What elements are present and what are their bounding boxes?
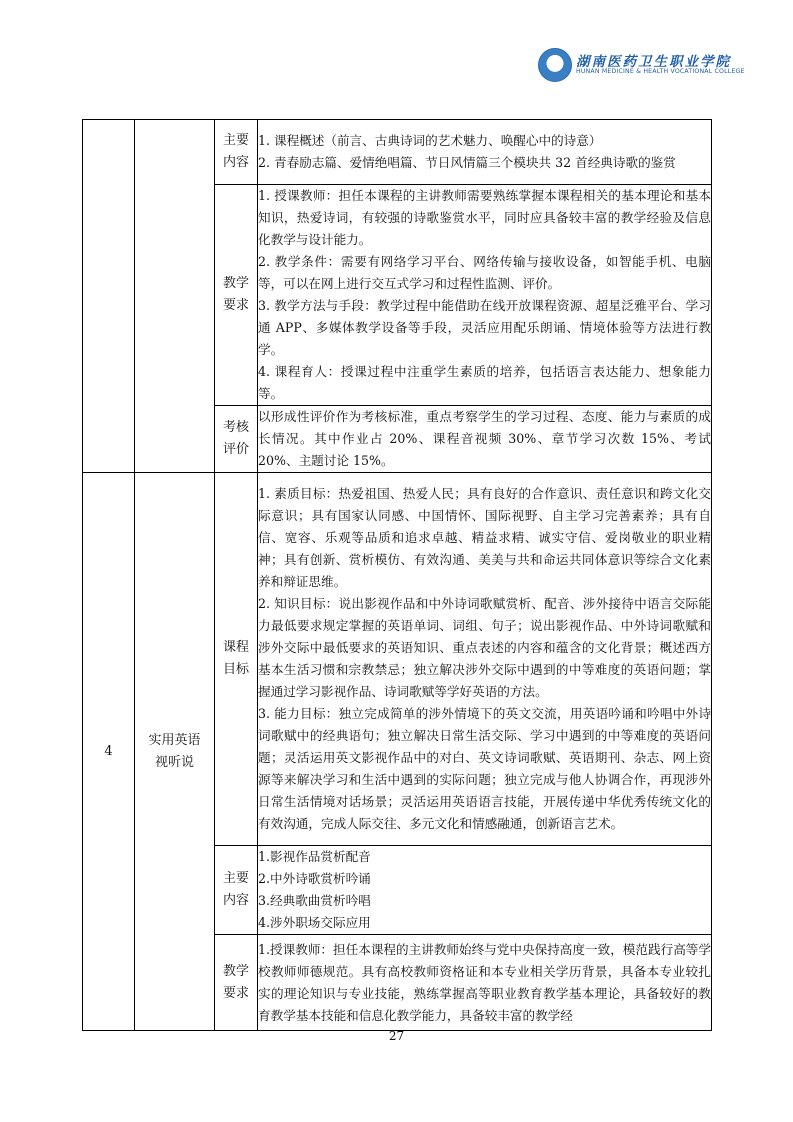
course3-main-content: [258, 120, 712, 185]
assessment-text: 以形成性评价作为考核标准，重点考察学生的学习过程、态度、能力与素质的成长情况。其中作业占 20%、课程音视频 30%、章节学习次数 15%、考试 20%、主题讨论 15%。: [258, 409, 711, 468]
row-label-objectives: 课程 目标: [215, 473, 258, 846]
list-item: 2. 教学条件：需要有网络学习平台、网络传输与接收设备，如智能手机、电脑等，可以在网上进行交互式学习和过程性监测、评价。: [258, 254, 711, 291]
row-label-teaching-requirements: 教学 要求: [215, 935, 258, 1031]
list-item: 3. 教学方法与手段：教学过程中能借助在线开放课程资源、超星泛雅平台、学习通 APP、多媒体教学设备等手段，灵活应用配乐朗诵、情境体验等方法进行教学。: [258, 298, 711, 357]
table-row: [83, 473, 712, 846]
row-label-main-content: 主要 内容: [215, 846, 258, 935]
list-item: 1.授课教师：担任本课程的主讲教师始终与党中央保持高度一致，模范践行高等学校教师师德规范。具有高校教师资格证和本专业相关学历背景，具备本专业较扎实的理论知识与专业技能，熟练掌握高等职业教育教学基本理论，具备较好的教育教学基本技能和信息化教学能力，具备较丰富的教学经: [258, 941, 711, 1023]
course-number: 4: [83, 473, 135, 1031]
list-item: 1.影视作品赏析配音: [258, 849, 371, 864]
page-number: 27: [388, 1029, 405, 1043]
school-name-en: HUNAN MEDICINE & HEALTH VOCATIONAL COLLEGE: [576, 68, 745, 75]
empty-num-cell: [83, 120, 135, 473]
course-name: 实用英语 视听说: [135, 473, 215, 1031]
list-item: 3. 能力目标：独立完成简单的涉外情境下的英文交流，用英语吟诵和吟唱中外诗词歌赋中的经典语句；独立解决日常生活交际、学习中遇到的中等难度的英语问题；灵活运用英文影视作品中的对白、英文诗词歌赋、英语期刊、杂志、网上资源等来解决学习和生活中遇到的实际问题；独立完成与他人协调合作，再现涉外日常生活情境对话场景；灵活运用英语语言技能，开展传递中华优秀传统文化的有效沟通，完成人际交往、多元文化和情感融通，创新语言艺术。: [258, 706, 711, 831]
list-item: 2. 知识目标：说出影视作品和中外诗词歌赋赏析、配音、涉外接待中语言交际能力最低要求规定掌握的英语单词、词组、句子；说出影视作品、中外诗词歌赋和涉外交际中最低要求的英语知识、重点表述的内容和蕴含的文化背景；概述西方基本生活习惯和宗教禁忌；独立解决涉外交际中遇到的中等难度的英语问题；掌握通过学习影视作品、诗词歌赋等学好英语的方法。: [258, 596, 711, 699]
list-item: 3.经典歌曲赏析吟唱: [258, 893, 371, 908]
row-label-assessment: 考核 评价: [215, 406, 258, 473]
row-label-teaching-requirements: 教学 要求: [215, 185, 258, 406]
course4-teaching-requirements: [258, 935, 712, 1031]
course-table: [82, 119, 712, 1031]
list-item: 4. 课程育人：授课过程中注重学生素质的培养，包括语言表达能力、想象能力等。: [258, 364, 711, 401]
school-logo: [538, 48, 745, 82]
course4-main-content: [258, 846, 712, 935]
empty-course-cell: [135, 120, 215, 473]
course3-assessment: [258, 406, 712, 473]
list-item: 1. 素质目标：热爱祖国、热爱人民；具有良好的合作意识、责任意识和跨文化交际意识；具有国家认同感、中国情怀、国际视野、自主学习完善素养；具有自信、宽容、乐观等品质和追求卓越、精益求精、诚实守信、爱岗敬业的职业精神；具有创新、赏析模仿、有效沟通、美美与共和命运共同体意识等综合文化素养和辩证思维。: [258, 486, 711, 589]
table-row: [83, 120, 712, 185]
list-item: 2.中外诗歌赏析吟诵: [258, 871, 371, 886]
course4-objectives: [258, 473, 712, 846]
list-item: 1. 课程概述（前言、古典诗词的艺术魅力、唤醒心中的诗意）: [258, 133, 602, 148]
list-item: 4.涉外职场交际应用: [258, 915, 371, 930]
list-item: 2. 青春励志篇、爱情绝唱篇、节日风情篇三个模块共 32 首经典诗歌的鉴赏: [258, 155, 676, 170]
list-item: 1. 授课教师：担任本课程的主讲教师需要熟练掌握本课程相关的基本理论和基本知识，热爱诗词，有较强的诗歌鉴赏水平，同时应具备较丰富的教学经验及信息化教学与设计能力。: [258, 188, 711, 247]
school-name-cn: 湖南医药卫生职业学院: [576, 54, 731, 70]
course3-teaching-requirements: [258, 185, 712, 406]
school-emblem-icon: [538, 48, 572, 82]
row-label-main-content: 主要 内容: [215, 120, 258, 185]
